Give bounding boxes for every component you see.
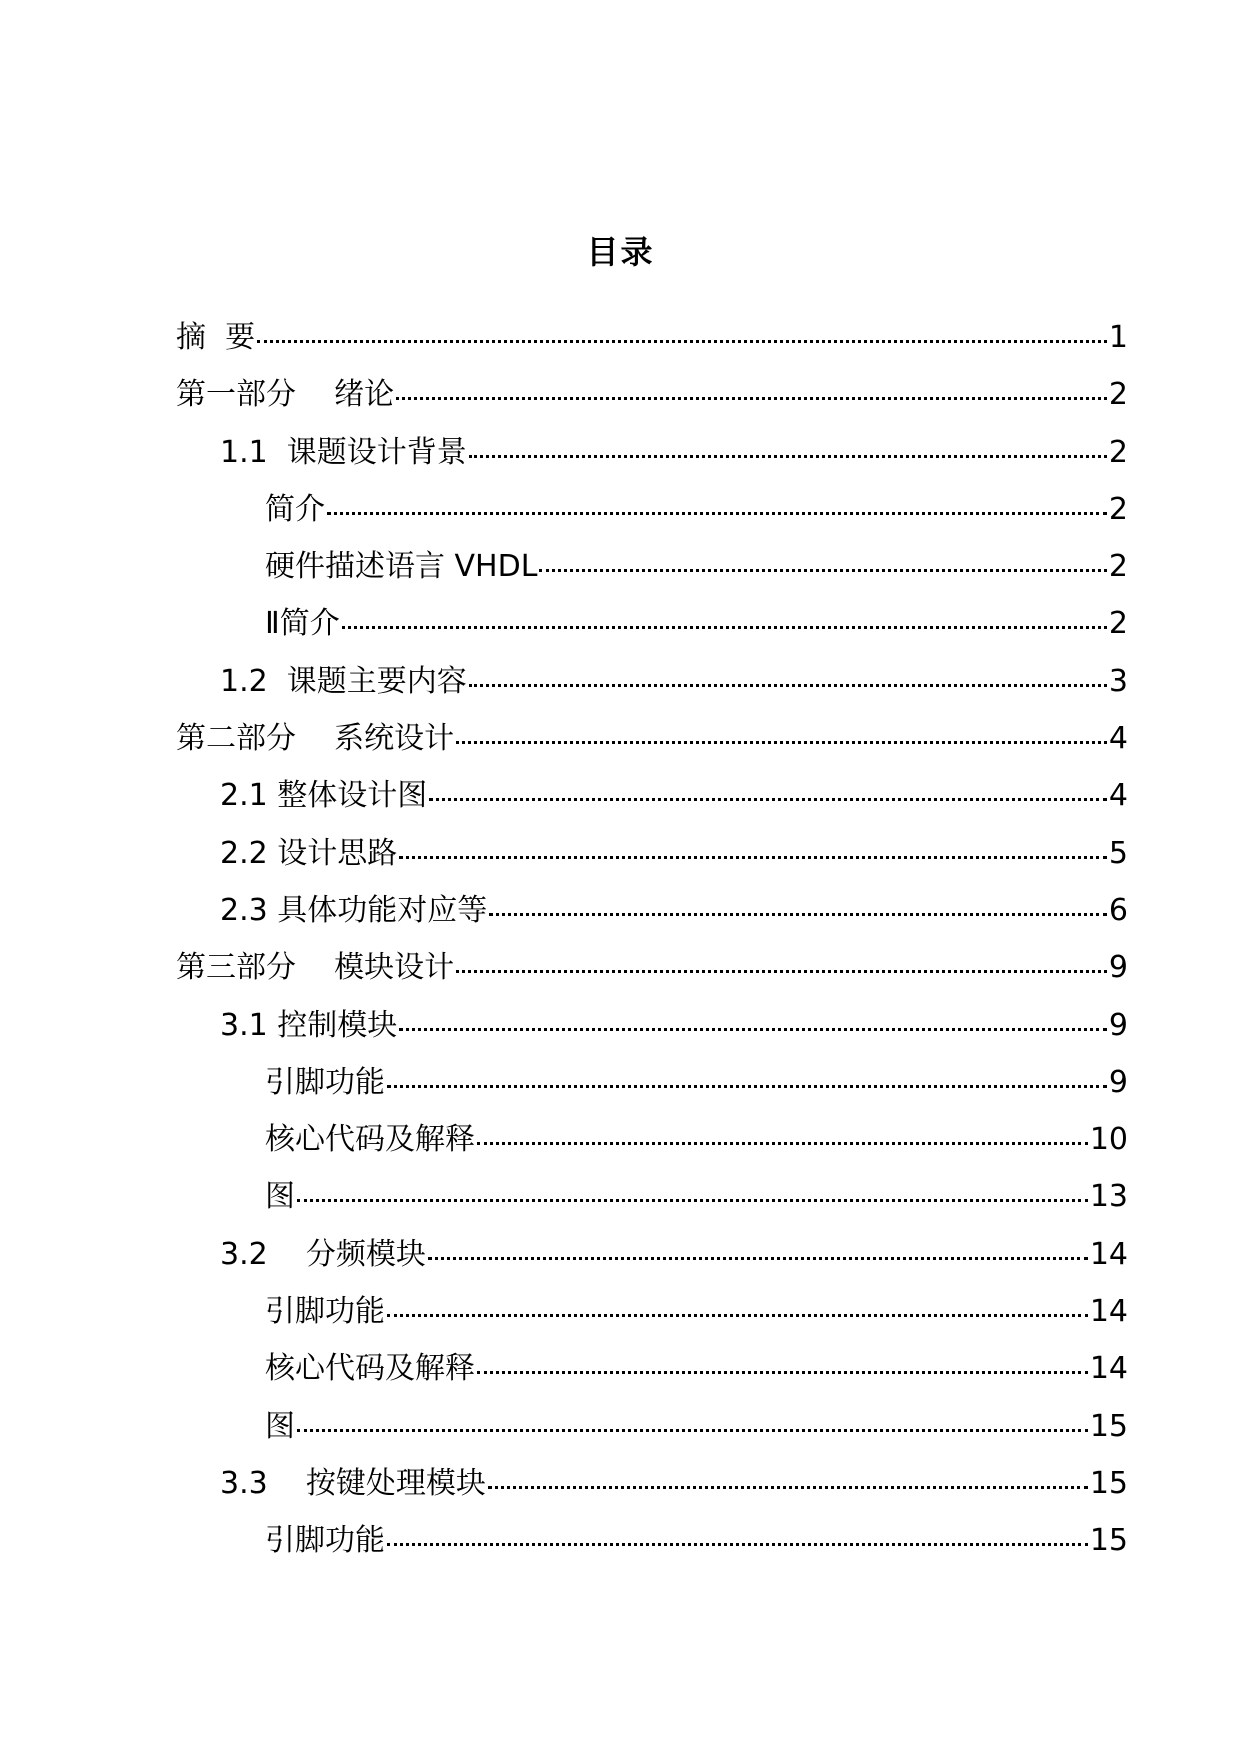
toc-page-number: 4: [1108, 778, 1128, 814]
toc-entry-label: 硬件描述语言 VHDL: [265, 549, 538, 585]
toc-entry[interactable]: [0, 719, 1241, 776]
table-of-contents: [0, 318, 1241, 1579]
toc-page-number: 14: [1089, 1351, 1128, 1387]
toc-entry-label: 图: [265, 1179, 295, 1215]
toc-dot-leader: [456, 970, 1107, 973]
toc-page-number: 15: [1089, 1523, 1128, 1559]
toc-dot-leader: [297, 1199, 1088, 1202]
page-title: 目录: [586, 233, 655, 271]
toc-entry[interactable]: [0, 1063, 1241, 1120]
toc-entry-label: 引脚功能: [265, 1294, 385, 1330]
toc-dot-leader: [387, 1314, 1088, 1317]
toc-entry-label: 第二部分 系统设计: [176, 721, 455, 757]
toc-page-number: 9: [1108, 950, 1128, 986]
toc-page-number: 1: [1108, 320, 1128, 355]
toc-entry[interactable]: [0, 948, 1241, 1005]
toc-dot-leader: [469, 455, 1107, 458]
toc-page-number: 4: [1108, 721, 1128, 757]
toc-entry[interactable]: [0, 662, 1241, 719]
toc-dot-leader: [257, 340, 1107, 343]
toc-entry[interactable]: [0, 1177, 1241, 1234]
toc-dot-leader: [428, 1257, 1088, 1260]
toc-dot-leader: [387, 1085, 1107, 1088]
toc-dot-leader: [477, 1142, 1088, 1145]
toc-dot-leader: [297, 1429, 1088, 1432]
toc-dot-leader: [429, 798, 1107, 801]
toc-page-number: 10: [1089, 1122, 1128, 1158]
toc-entry-label: 核心代码及解释: [265, 1351, 475, 1387]
toc-dot-leader: [327, 512, 1107, 515]
toc-dot-leader: [469, 684, 1107, 687]
toc-entry[interactable]: [0, 776, 1241, 833]
toc-entry-label: 引脚功能: [265, 1523, 385, 1559]
toc-dot-leader: [387, 1543, 1088, 1546]
toc-entry-label: 1.1 课题设计背景: [220, 434, 467, 470]
toc-entry[interactable]: [0, 1407, 1241, 1464]
toc-page-number: 13: [1089, 1179, 1128, 1215]
toc-dot-leader: [396, 397, 1107, 400]
toc-entry[interactable]: [0, 1235, 1241, 1292]
toc-entry[interactable]: [0, 834, 1241, 891]
toc-entry[interactable]: [0, 433, 1241, 490]
toc-entry-label: 图: [265, 1408, 295, 1444]
toc-entry-label: 1.2 课题主要内容: [220, 663, 467, 699]
toc-page-number: 2: [1108, 606, 1128, 642]
toc-entry-label: 引脚功能: [265, 1064, 385, 1100]
toc-entry-label: 3.1 控制模块: [220, 1007, 398, 1043]
toc-entry[interactable]: [0, 547, 1241, 604]
toc-entry-label: 简介: [265, 491, 325, 527]
toc-entry-label: 核心代码及解释: [265, 1122, 475, 1158]
toc-entry[interactable]: [0, 1521, 1241, 1578]
toc-page-number: 6: [1108, 892, 1128, 928]
toc-entry[interactable]: [0, 1464, 1241, 1521]
toc-page-number: 15: [1089, 1408, 1128, 1444]
toc-entry-label: 3.3 按键处理模块: [220, 1465, 486, 1501]
toc-page-number: 2: [1108, 491, 1128, 527]
toc-page-number: 15: [1089, 1465, 1128, 1501]
toc-entry-label: 2.2 设计思路: [220, 835, 398, 871]
toc-entry[interactable]: [0, 604, 1241, 661]
toc-entry[interactable]: [0, 375, 1241, 432]
toc-entry-label: 2.1 整体设计图: [220, 778, 428, 814]
toc-page-number: 2: [1108, 434, 1128, 470]
toc-dot-leader: [456, 741, 1107, 744]
toc-page-number: 5: [1108, 835, 1128, 871]
toc-dot-leader: [399, 1028, 1107, 1031]
toc-entry-label: Ⅱ简介: [265, 606, 340, 642]
toc-entry[interactable]: [0, 1120, 1241, 1177]
toc-entry[interactable]: [0, 891, 1241, 948]
toc-page-number: 2: [1108, 549, 1128, 585]
toc-dot-leader: [342, 626, 1107, 629]
toc-page-number: 14: [1089, 1294, 1128, 1330]
toc-entry-label: 摘 要: [176, 320, 256, 355]
toc-page-number: 2: [1108, 377, 1128, 413]
toc-dot-leader: [399, 856, 1107, 859]
toc-entry[interactable]: [0, 1292, 1241, 1349]
toc-entry-label: 2.3 具体功能对应等: [220, 892, 488, 928]
toc-entry-label: 第一部分 绪论: [176, 377, 395, 413]
toc-dot-leader: [489, 913, 1107, 916]
toc-page-number: 9: [1108, 1064, 1128, 1100]
toc-entry-label: 第三部分 模块设计: [176, 950, 455, 986]
toc-entry[interactable]: [0, 1349, 1241, 1406]
toc-entry[interactable]: [0, 318, 1241, 375]
toc-entry-label: 3.2 分频模块: [220, 1236, 426, 1272]
toc-dot-leader: [477, 1371, 1088, 1374]
toc-page-number: 3: [1108, 663, 1128, 699]
toc-entry[interactable]: [0, 490, 1241, 547]
toc-dot-leader: [488, 1486, 1088, 1489]
toc-dot-leader: [539, 569, 1106, 572]
toc-entry[interactable]: [0, 1006, 1241, 1063]
toc-page-number: 14: [1089, 1236, 1128, 1272]
toc-page-number: 9: [1108, 1007, 1128, 1043]
